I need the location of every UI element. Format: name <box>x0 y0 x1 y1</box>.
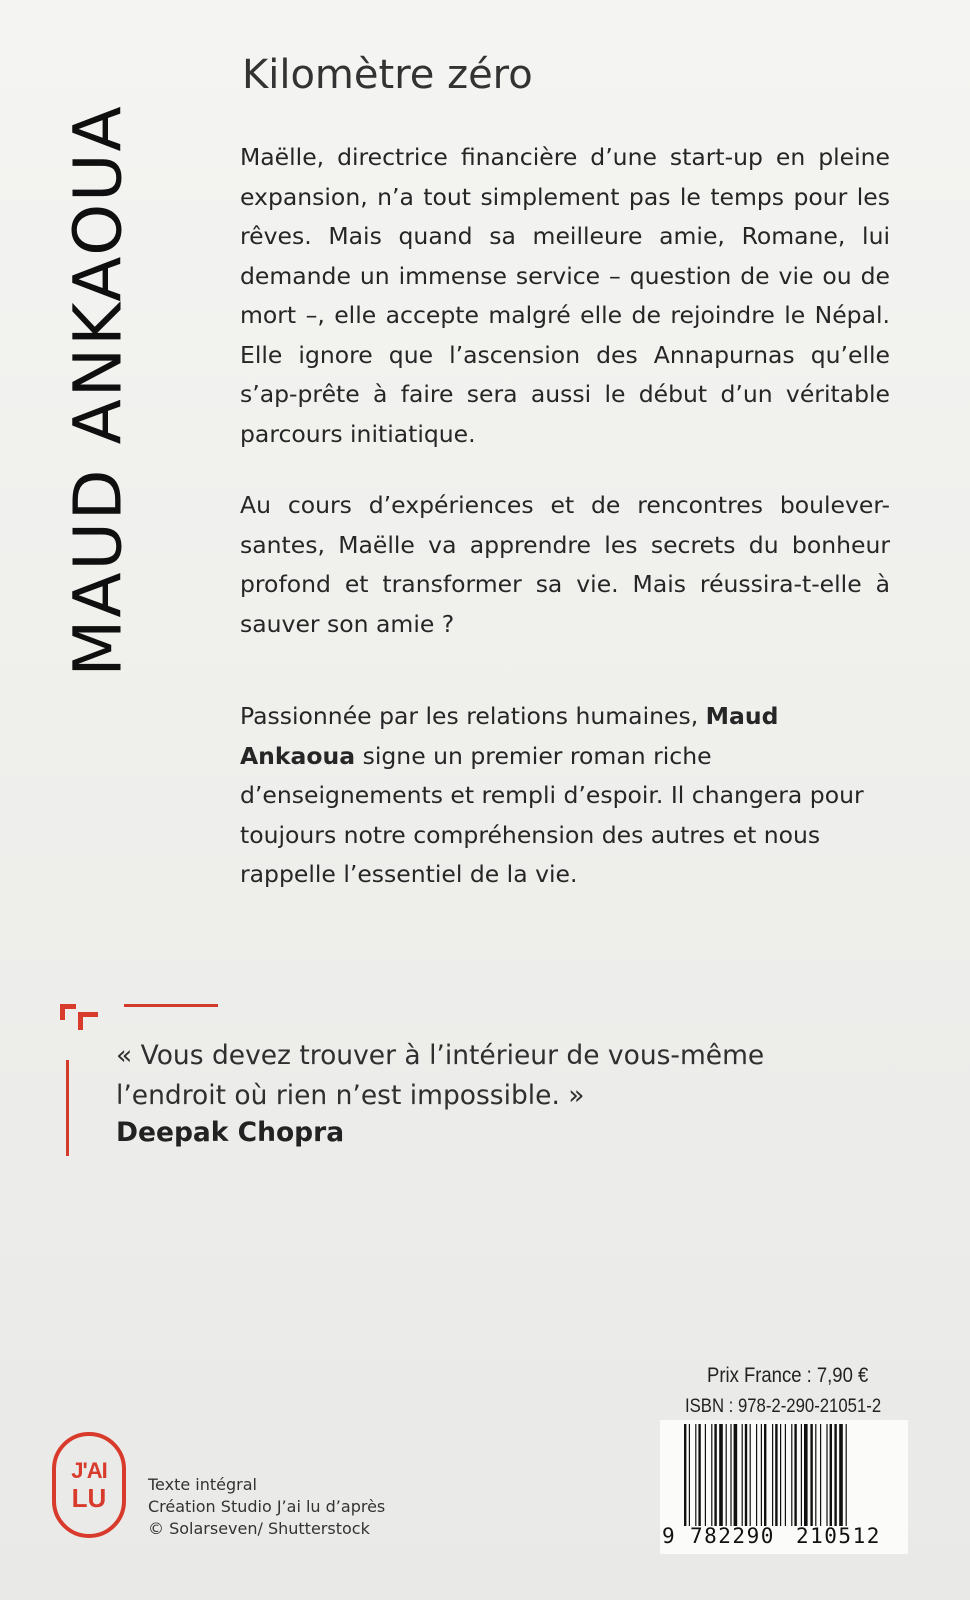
blurb-paragraph-1: Maëlle, directrice financière d’une start-up en pleine expansion, n’a tout simplement pas le temps pour les rêves. Mais quand sa meilleure amie, Romane, lui demande un immense service – question de vie ou de mort –, elle accepte malgré elle de rejoindre le Népal. Elle ignore que l’ascension des Annapurnas qu’elle s’ap-prête à faire sera aussi le début d’un véritable parcours initiatique. <box>240 143 890 448</box>
author-name: MAUD ANKAOUA <box>59 103 137 677</box>
epigraph-quote <box>116 1036 836 1116</box>
author-bio-name: Maud Ankaoua <box>240 702 779 770</box>
credit-line: © Solarseven/ Shutterstock <box>148 1519 370 1538</box>
barcode-bar <box>804 1424 808 1526</box>
barcode-bar <box>780 1424 781 1526</box>
credits <box>148 1474 385 1540</box>
barcode-bar <box>761 1424 762 1526</box>
barcode-bar <box>726 1424 727 1526</box>
barcode-bar <box>756 1424 757 1526</box>
barcode-bar <box>698 1424 700 1526</box>
barcode-bar <box>830 1424 832 1526</box>
barcode-bar <box>815 1424 816 1526</box>
barcode-bar <box>711 1424 712 1526</box>
decorative-rule <box>66 1060 69 1156</box>
author-bio-intro: Passionnée par les relations humaines, <box>240 702 706 730</box>
decorative-divider <box>124 1004 218 1007</box>
barcode-bar <box>839 1424 843 1526</box>
barcode-bar <box>745 1424 747 1526</box>
barcode-bars <box>684 1424 896 1526</box>
barcode-bar <box>734 1424 738 1526</box>
barcode-bar <box>794 1424 796 1526</box>
barcode-bar <box>750 1424 751 1526</box>
barcode-group-2: 210512 <box>796 1524 881 1548</box>
barcode-bar <box>714 1424 716 1526</box>
barcode-bar <box>705 1424 706 1526</box>
barcode-bar <box>742 1424 743 1526</box>
credit-line: Création Studio J’ai lu d’après <box>148 1497 386 1516</box>
barcode-bar <box>846 1424 847 1526</box>
barcode <box>660 1420 908 1554</box>
price-label: Prix France : 7,90 € <box>707 1364 869 1387</box>
quote-line-1: « Vous devez trouver à l’intérieur de vous-même <box>116 1040 765 1071</box>
quote-line-2: l’endroit où rien n’est impossible. » <box>116 1080 585 1111</box>
quote-mark-icon <box>58 1000 108 1040</box>
quote-author: Deepak Chopra <box>116 1117 345 1148</box>
barcode-bar <box>810 1424 812 1526</box>
barcode-bar <box>684 1424 686 1526</box>
barcode-bar <box>695 1424 696 1526</box>
publisher-logo <box>52 1432 126 1538</box>
barcode-first-digit: 9 <box>662 1524 675 1548</box>
barcode-bar <box>801 1424 802 1526</box>
barcode-bar <box>791 1424 792 1526</box>
barcode-group-1: 782290 <box>690 1524 775 1548</box>
logo-line-1: J'AI <box>71 1457 107 1483</box>
credit-line: Texte intégral <box>148 1475 257 1494</box>
barcode-bar <box>772 1424 773 1526</box>
barcode-bar <box>730 1424 731 1526</box>
book-title: Kilomètre zéro <box>242 52 533 98</box>
barcode-bar <box>785 1424 786 1526</box>
barcode-bar <box>820 1424 821 1526</box>
author-bio-rest: signe un premier roman riche d’enseignements et rempli d’espoir. Il changera pour toujours notre compréhension des autres et nous rappelle l’essentiel de la vie. <box>240 741 864 888</box>
barcode-bar <box>826 1424 827 1526</box>
author-bio <box>240 697 890 895</box>
logo-line-2: LU <box>71 1482 107 1513</box>
barcode-bar <box>834 1424 836 1526</box>
barcode-bar <box>719 1424 723 1526</box>
barcode-bar <box>689 1424 690 1526</box>
author-name-vertical <box>58 60 138 720</box>
barcode-bar <box>775 1424 777 1526</box>
barcode-bar <box>764 1424 766 1526</box>
isbn-label: ISBN : 978-2-290-21051-2 <box>685 1396 882 1417</box>
blurb-paragraph-2: Au cours d’expériences et de rencontres boulever-santes, Maëlle va apprendre les secrets du bonheur profond et transformer sa vie. Mais réussira-t-elle à sauver son amie ? <box>240 491 890 638</box>
